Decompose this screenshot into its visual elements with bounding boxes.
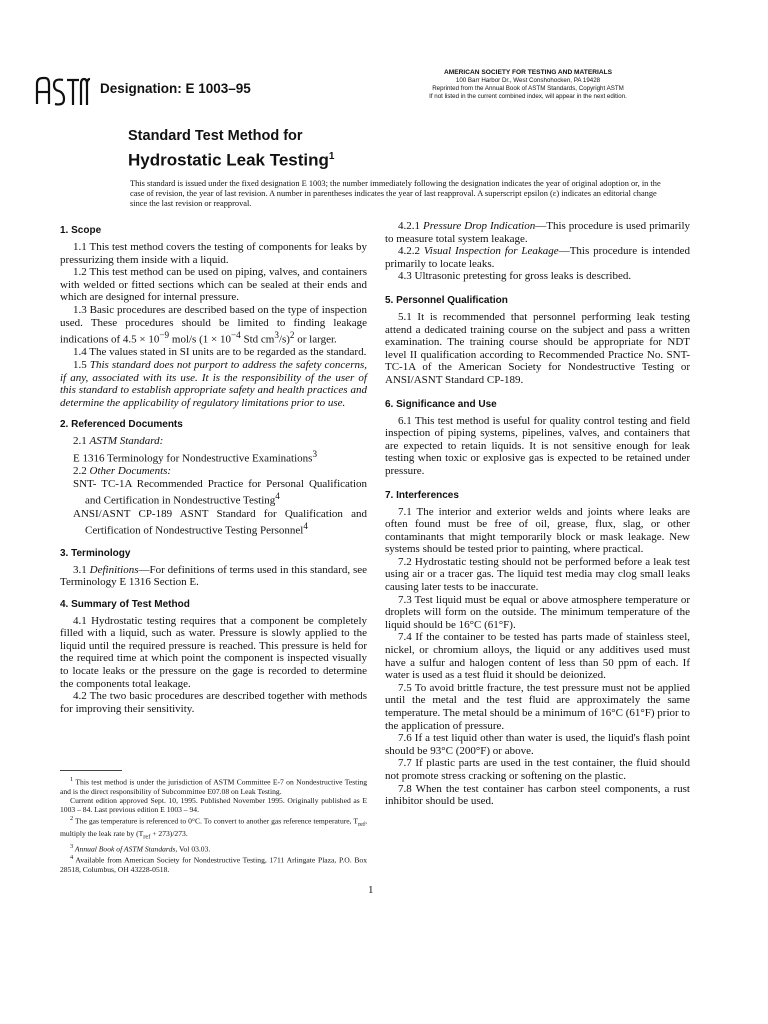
paragraph: 4.2.1 Pressure Drop Indication—This procedure is used primarily to measure total system leakage. xyxy=(385,220,691,245)
title-line-2 xyxy=(128,146,334,172)
paragraph: 7.5 To avoid brittle fracture, the test pressure must not be applied until the metal and the test fluid are approximately the same temperature. The metal should be a minimum of 16°C (61°F) prior to the application of pressure. xyxy=(385,681,690,732)
paragraph: 4.3 Ultrasonic pretesting for gross leaks is described. xyxy=(398,270,632,283)
paragraph: 1.1 This test method covers the testing of components for leaks by pressurizing them inside with a liquid. xyxy=(60,241,367,266)
paragraph: 3.1 Definitions—For definitions of terms used in this standard, see Terminology E 1316 Section E. xyxy=(60,563,368,589)
section-scope xyxy=(60,224,367,409)
paragraph: 7.6 If a test liquid other than water is used, the liquid's flash point should be 93°C (200°F) or above. xyxy=(385,732,690,757)
paragraph: 5.1 It is recommended that personnel performing leak testing attend a dedicated training course on the subject and pass a written examination. The training course should be appropriate for NDT level II qualification according to Recommended Practice No. SNT-TC-1A of the American Society for Nondestructive Testing or ANSI/ASNT Standard CP-189. xyxy=(385,310,690,386)
footnote: $^3$ Annual Book of ASTM Standards, Vol 03.03. xyxy=(70,842,211,854)
publisher-line: AMERICAN SOCIETY FOR TESTING AND MATERIALS xyxy=(443,69,613,76)
paragraph: 1.5 This standard does not purport to address the safety concerns, if any, associated with its use. It is the responsibility of the user of this standard to establish appropriate safety and health practices and determine the applicability of regulatory limitations prior to use. xyxy=(60,359,368,409)
reference-item: ANSI/ASNT CP-189 ASNT Standard for Qualification and Certification of Nondestructive Testing Personnel$^4$ xyxy=(73,507,367,537)
section-personnel-qualification xyxy=(385,294,690,387)
paragraph: 4.1 Hydrostatic testing requires that a component be completely filled with a liquid, such as water. Pressure is slowly applied to the liquid until the required pressure is reached. This pressure is held for the required time at which point the component is inspected visually to locate leaks or the pressure on the gage is recorded to determine the components total leakage. xyxy=(60,614,367,690)
title-text: Hydrostatic Leak Testing xyxy=(128,150,329,170)
section-terminology xyxy=(60,547,367,589)
paragraph: 4.2 The two basic procedures are described together with methods for improving their sensitivity. xyxy=(60,690,367,715)
issued-note: This standard is issued under the fixed designation E 1003; the number immediately following the designation indicates the year of original adoption or, in the case of revision, the year of last revision. A number in parentheses indicates the year of last reapproval. A superscript epsilon (ε) indicates an editorial change since the last revision or reapproval. xyxy=(130,179,661,208)
paragraph: 7.2 Hydrostatic testing should not be performed before a leak test using air or a tracer gas. The liquid test media may clog small leaks causing later tests to be inaccurate. xyxy=(385,555,690,594)
paragraph: 7.3 Test liquid must be equal or above atmosphere temperature or droplets will form on the outside. The minimum temperature of the liquid should be 16°C (61°F). xyxy=(385,593,690,631)
section-heading: 1. Scope xyxy=(60,225,102,236)
section-heading: 5. Personnel Qualification xyxy=(385,294,508,306)
paragraph: 1.4 The values stated in SI units are to be regarded as the standard. xyxy=(73,346,367,359)
footnote: $^2$ The gas temperature is referenced to 0°C. To convert to another gas reference temperature, $T_{ref}$, multiply the leak rate by $(T_{ref} + 273)/273$. xyxy=(60,814,367,841)
section-heading: 2. Referenced Documents xyxy=(60,419,183,431)
paragraph: 2.2 Other Documents: xyxy=(73,465,172,478)
index-note: If not listed in the current combined index, will appear in the next edition. xyxy=(429,93,627,100)
footnote: $^4$ Available from American Society for Nondestructive Testing, 1711 Arlingate Plaza, P.O. Box 28518, Columbus, OH 43228-0518. xyxy=(60,854,367,874)
section-summary xyxy=(60,598,367,716)
section-heading: 6. Significance and Use xyxy=(385,398,497,410)
section-heading: 7. Interferences xyxy=(385,489,459,501)
right-column xyxy=(385,220,690,819)
paragraph: 2.1 ASTM Standard: xyxy=(73,435,164,448)
footnotes xyxy=(60,770,367,874)
footnote-divider xyxy=(60,770,122,771)
title-line-1: Standard Test Method for xyxy=(128,128,303,144)
section-heading: 3. Terminology xyxy=(60,547,131,559)
paragraph: 7.8 When the test container has carbon steel components, a rust inhibitor should be used. xyxy=(385,782,690,808)
paragraph: 4.2.2 Visual Inspection for Leakage—This procedure is intended primarily to locate leaks. xyxy=(385,245,691,270)
paragraph: 1.2 This test method can be used on piping, valves, and containers with welded or fitted sections which can be sealed at their ends and which are designed for internal pressure. xyxy=(60,266,367,304)
section-summary-continued xyxy=(385,220,690,283)
document-title xyxy=(128,126,334,172)
footnote: $^1$ This test method is under the jurisdiction of ASTM Committee E-7 on Nondestructive Testing and is the direct responsibility of Subcommittee E07.08 on Leak Testing. xyxy=(60,776,367,796)
paragraph: 6.1 This test method is useful for quality control testing and field inspection of piping systems, pipelines, valves, and containers that are expected to retain liquids. It is not sensitive enough for leak testing when toxic or explosive gas is expected to be retained under pressure. xyxy=(385,414,690,477)
paragraph: 7.1 The interior and exterior welds and joints where leaks are often found must be free of oil, grease, flux, slag, or other contaminants that might temporarily block or mask leakage. New systems should be tested prior to painting, where practical. xyxy=(385,505,690,556)
publisher-address: 100 Barr Harbor Dr., West Conshohocken, PA 19428 xyxy=(455,77,601,84)
section-significance xyxy=(385,398,690,478)
reprint-note: Reprinted from the Annual Book of ASTM Standards, Copyright ASTM xyxy=(432,85,624,92)
publisher-info xyxy=(392,69,664,101)
paragraph: 7.4 If the container to be tested has parts made of stainless steel, nickel, or chromium alloys, the liquid or any additives used must have a sulfur and halogen content of less than 50 ppm of each. If water is used as a test fluid it should be deionized. xyxy=(385,631,690,682)
reference-item: E 1316 Terminology for Nondestructive Examinations$^3$ xyxy=(73,448,318,465)
title-footnote-mark: 1 xyxy=(328,151,335,162)
designation: Designation: E 1003–95 xyxy=(100,81,251,96)
page-number: 1 xyxy=(368,884,374,896)
footnote: Current edition approved Sept. 10, 1995. Published November 1995. Originally published as E 1003 – 84. Last previous edition E 1003 – 94. xyxy=(60,795,367,814)
reference-item: SNT- TC-1A Recommended Practice for Personal Qualification and Certification in Nondestructive Testing$^4$ xyxy=(73,477,367,508)
section-referenced-documents xyxy=(60,418,367,537)
paragraph: 1.3 Basic procedures are described based on the type of inspection used. These procedures should be limited to finding leakage indications of $4.5 \times 10^{-9}$ mol/s ($1 \times 10^{-4}$ Std $cm^3/s)^2$ or larger. xyxy=(60,303,367,346)
left-column xyxy=(60,224,367,724)
astm-logo xyxy=(34,74,92,110)
section-heading: 4. Summary of Test Method xyxy=(60,598,190,610)
section-interferences xyxy=(385,489,690,808)
paragraph: 7.7 If plastic parts are used in the test container, the fluid should not promote stress cracking or softening on the plastic. xyxy=(385,757,690,782)
